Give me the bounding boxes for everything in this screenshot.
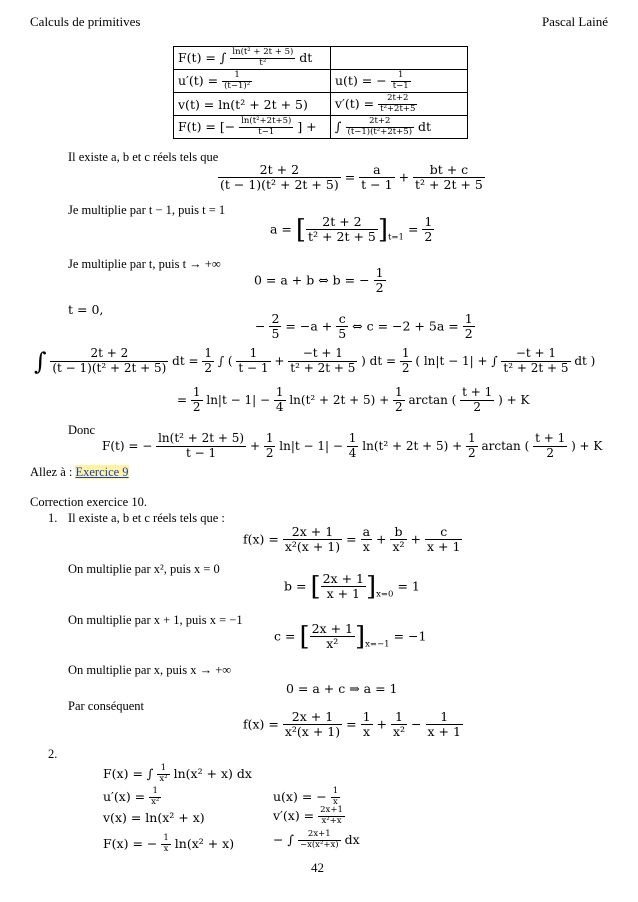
F-result: F(x) = − $\frac{1}{x}$ ln(x² + x): [103, 833, 235, 854]
final-F-equation: F(t) = − $\frac{\text{ln(t² + 2t + 5)}}{t - 1}$ + $\frac{1}{2}$ ln|t − 1| − $\frac{1}{4}$ ln(t² + 2t + 5) + $\frac{1}{2}$ arctan ( $\frac{t + 1}{2}$ ) + K: [102, 431, 603, 460]
list-number: 2.: [48, 747, 58, 761]
fraction: $\frac{1}{\text{(t−1)²}}$: [224, 69, 251, 91]
table-cell: ∫ $\frac{2t+2}{\text{(t−1)(t²+2t+5)}}$ dt: [331, 116, 468, 139]
f-decomposition: f(x) = $\frac{2x + 1}{\text{x²(x + 1)}}$ = $\frac{a}{x}$ + $\frac{b}{\text{x²}}$ + $\frac{c}{x + 1}$: [243, 524, 461, 555]
integral-result: = $\frac{1}{2}$ ln|t − 1| − $\frac{1}{4}$ ln(t² + 2t + 5) + $\frac{1}{2}$ arctan ( $\frac{t + 1}{2}$ ) + K: [177, 385, 530, 414]
u-function: u(x) = − $\frac{1}{x}$: [273, 786, 339, 807]
fraction: $\frac{2t+2}{\text{t²+2t+5}}$: [380, 92, 416, 114]
a-equation: a = [ $\frac{2t + 2}{\text{t² + 2t + 5}}$ ]$_{t=1}$ = $\frac{1}{2}$: [270, 214, 433, 245]
a-value: 0 = a + c ⇒ a = 1: [286, 681, 398, 696]
v-prime: v′(x) = $\frac{2x+1}{\text{x²+x}}$: [273, 805, 343, 826]
integral-equation: ∫ $\frac{2t + 2}{\text{(t − 1)(t² + 2t + 5)}}$ dt = $\frac{1}{2}$ ∫ ( $\frac{1}{t - 1}$ + $\frac{-t + 1}{\text{t² + 2t + 5}}$ ) dt = $\frac{1}{2}$ ( ln|t − 1| + ∫ $\frac{-t + 1}{\text{t² + 2t + 5}}$ dt ): [34, 346, 596, 376]
fraction: $\frac{2t+2}{\text{(t−1)(t²+2t+5)}}$: [347, 115, 413, 137]
u-prime: u′(x) = $\frac{1}{\text{x²}}$: [103, 786, 160, 807]
page-number: 42: [311, 860, 324, 875]
step-text: On multiplie par x², puis x = 0: [68, 562, 220, 576]
section-title: Correction exercice 10.: [30, 495, 147, 509]
step-text: Je multiplie par t − 1, puis t = 1: [68, 203, 226, 217]
item-text: Il existe a, b et c réels tels que :: [68, 511, 225, 525]
integration-parts-table: [173, 46, 468, 139]
header-title: Calculs de primitives: [30, 14, 141, 29]
donc-text: Donc: [68, 423, 96, 437]
f-result: f(x) = $\frac{2x + 1}{\text{x²(x + 1)}}$ = $\frac{1}{x}$ + $\frac{1}{\text{x²}}$ − $\frac{1}{x + 1}$: [243, 709, 461, 740]
F-definition: F(x) = ∫ $\frac{1}{\text{x²}}$ ln(x² + x) dx: [103, 763, 252, 784]
step-text: Je multiplie par t, puis t → +∞: [68, 257, 221, 271]
c-value: c = [ $\frac{2x + 1}{\text{x²}}$ ]$_{x=-1} = -1$: [274, 621, 427, 652]
fraction: $\frac{\text{ln(t² + 2t + 5)}}{\text{t²}}$: [232, 46, 294, 68]
step-text: On multiplie par x + 1, puis x = −1: [68, 613, 243, 627]
v-function: v(x) = ln(x² + x): [103, 810, 205, 825]
table-cell: u′(t) = $\frac{1}{\text{(t−1)²}}$: [174, 70, 331, 93]
b-equation: 0 = a + b ⇔ b = − $\frac{1}{2}$: [254, 265, 384, 296]
F-integral-part: − ∫ $\frac{2x+1}{\text{−x(x²+x)}}$ dx: [273, 829, 360, 850]
exercise-link[interactable]: Exercice 9: [75, 465, 129, 479]
table-cell: [331, 47, 468, 70]
table-cell: F(t) = [− $\frac{\text{ln(t²+2t+5)}}{t-1}$ ] +: [174, 116, 331, 139]
step-text: On multiplie par x, puis x → +∞: [68, 663, 232, 677]
table-cell: F(t) = ∫ $\frac{\text{ln(t² + 2t + 5)}}{\text{t²}}$ dt: [174, 47, 331, 70]
decomposition-equation: $\frac{2t + 2}{\text{(t − 1)(t² + 2t + 5)}}$ = $\frac{a}{t - 1}$ + $\frac{bt + c}{\text{t² + 2t + 5}}$: [220, 162, 483, 193]
header-author: Pascal Lainé: [541, 14, 608, 29]
table-cell: v′(t) = $\frac{2t+2}{\text{t²+2t+5}}$: [331, 93, 468, 116]
table-cell: v(t) = ln(t² + 2t + 5): [174, 93, 331, 116]
c-equation: − $\frac{2}{5}$ = −a + $\frac{c}{5}$ ⇔ c = −2 + 5a = $\frac{1}{2}$: [255, 311, 473, 342]
step-text: Par conséquent: [68, 699, 145, 713]
step-text: t = 0,: [68, 302, 104, 317]
intro-text: Il existe a, b et c réels tels que: [68, 150, 219, 164]
fraction: $\frac{\text{ln(t²+2t+5)}}{t-1}$: [241, 115, 292, 137]
list-number: 1.: [48, 511, 58, 525]
table-cell: u(t) = − $\frac{1}{t-1}$: [331, 70, 468, 93]
navigation-line: Allez à : Exercice 9: [30, 465, 129, 479]
b-value: b = [ $\frac{2x + 1}{x + 1}$ ]$_{x=0} = 1$: [284, 571, 420, 602]
fraction: $\frac{1}{t-1}$: [392, 69, 409, 91]
